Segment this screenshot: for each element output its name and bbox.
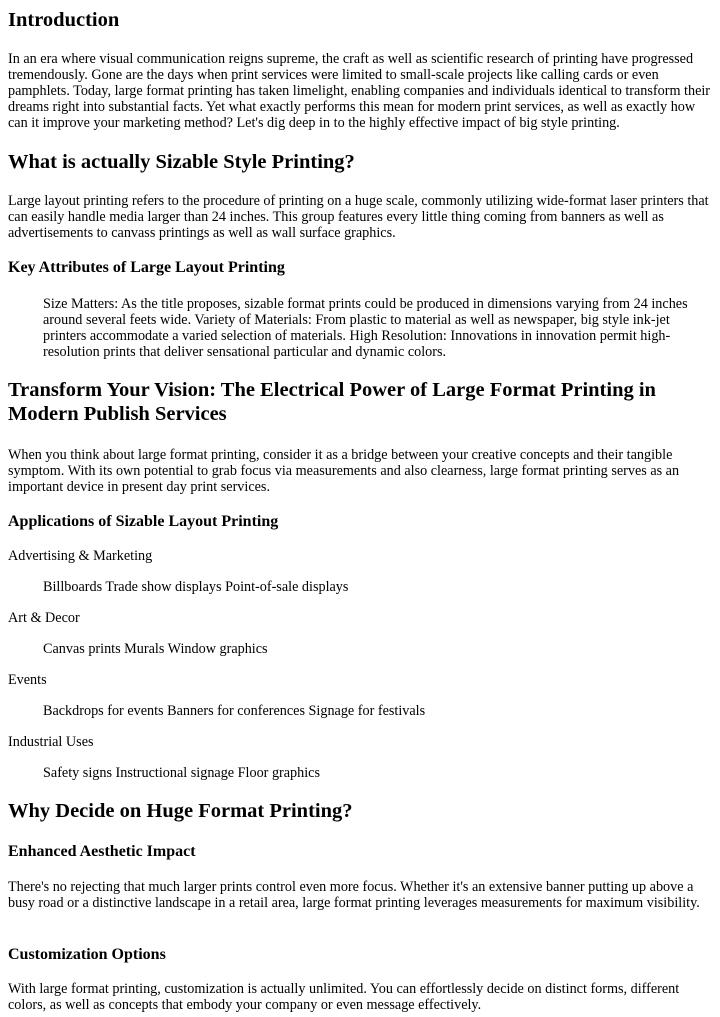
application-category: Art & Decor (8, 610, 80, 626)
intro-heading: Introduction (8, 9, 120, 31)
intro-paragraph: In an era where visual communication reigns supreme, the craft as well as scientific research of printing have progressed tremendously. Gone are the days when print services were limited to small-scale projects like calling cards or even pamphlets. Today, large format printing has taken limelight, enabling companies and individuals identical to transform their dreams right into substantial facts. Yet what exactly performs this mean for modern print services, as well as exactly how can it improve your marketing method? Let's dig deep in to the highly effective impact of big style printing. (8, 51, 711, 131)
application-items: Billboards Trade show displays Point-of-sale displays (43, 579, 349, 595)
application-items: Safety signs Instructional signage Floor graphics (43, 765, 321, 781)
why-heading: Why Decide on Huge Format Printing? (8, 800, 353, 822)
customization-paragraph: With large format printing, customization is actually unlimited. You can effortlessly decide on distinct forms, different colors, as well as concepts that embody your company or even message effectively. (8, 981, 680, 1013)
application-category: Industrial Uses (8, 734, 94, 750)
key-attributes-quote: Size Matters: As the title proposes, sizable format prints could be produced in dimensions varying from 24 inches around several feets wide. Variety of Materials: From plastic to material as well as newspaper, big style ink-jet printers accommodate a varied selection of materials. High Resolution: Innovations in innovation permit high-resolution prints that deliver sensational particular and dynamic colors. (43, 296, 688, 360)
application-items: Backdrops for events Banners for conferences Signage for festivals (43, 703, 426, 719)
transform-heading: Transform Your Vision: The Electrical Power of Large Format Printing in Modern Publish Services (8, 379, 656, 425)
enhanced-impact-heading: Enhanced Aesthetic Impact (8, 843, 196, 860)
what-is-heading: What is actually Sizable Style Printing? (8, 151, 355, 173)
application-items: Canvas prints Murals Window graphics (43, 641, 268, 657)
enhanced-impact-paragraph: There's no rejecting that much larger prints control even more focus. Whether it's an extensive banner putting up above a busy road or a distinctive landscape in a retail area, large format printing leverages measurements for maximum visibility. (8, 879, 700, 911)
application-category: Events (8, 672, 47, 688)
what-is-paragraph: Large layout printing refers to the procedure of printing on a huge scale, commonly utilizing wide-format laser printers that can easily handle media larger than 24 inches. This group features every little thing coming from banners as well as advertisements to canvass printings as well as wall surface graphics. (8, 193, 709, 241)
transform-paragraph: When you think about large format printing, consider it as a bridge between your creative concepts and their tangible symptom. With its own potential to grab focus via measurements and also clearness, large format printing serves as an important device in present day print services. (8, 447, 680, 495)
customization-heading: Customization Options (8, 946, 166, 963)
applications-heading: Applications of Sizable Layout Printing (8, 513, 279, 530)
application-category: Advertising & Marketing (8, 548, 153, 564)
key-attributes-heading: Key Attributes of Large Layout Printing (8, 259, 285, 276)
